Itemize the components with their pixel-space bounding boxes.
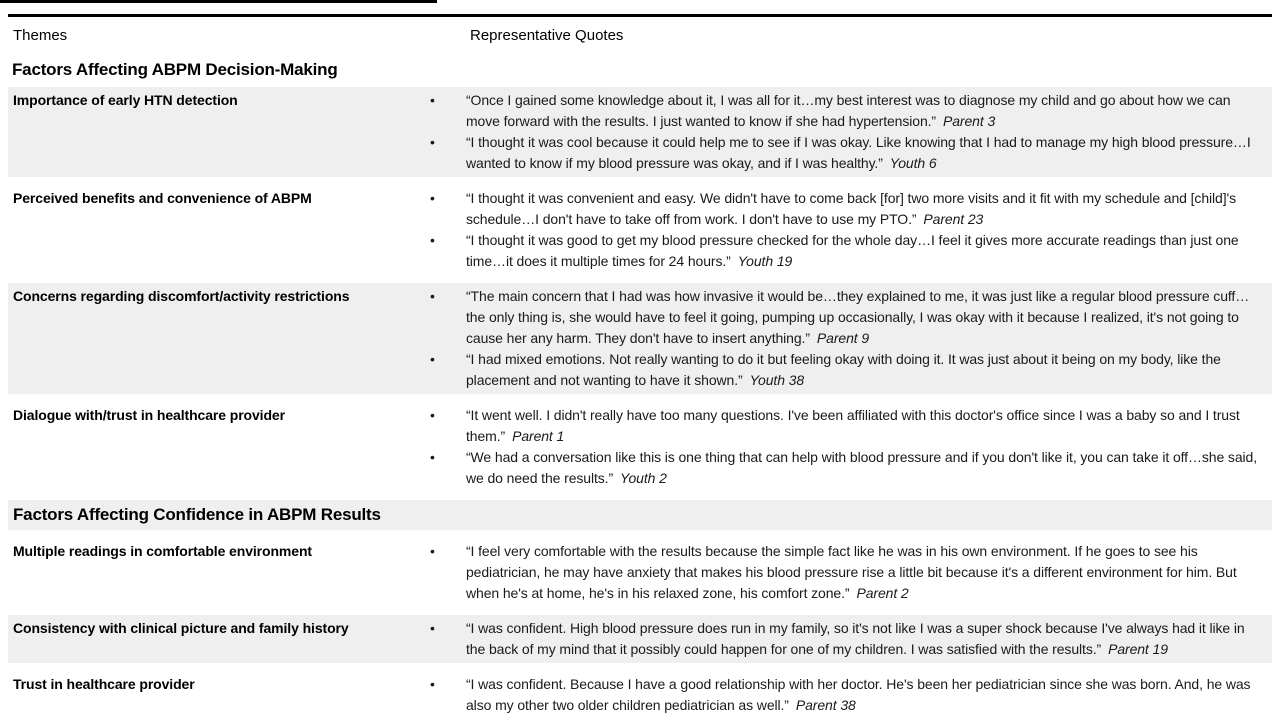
quote-item [430,618,1266,660]
table-header-row [0,17,1280,46]
quotes-cell [430,405,1266,489]
quote-text: “I thought it was cool because it could help me to see if I was okay. Like knowing that I had to manage my high blood pressure…I wanted to know if my blood pressure was okay, and if I was healthy.” [466,134,1251,171]
bullet-icon: • [430,676,435,692]
bullet-icon: • [430,407,435,423]
table-row-concerns-discomfort-activity-restrictions [8,283,1272,394]
theme-label: Trust in healthcare provider [13,676,195,692]
quote-item [430,230,1266,272]
quote-attribution: Parent 3 [943,113,996,129]
quote-text: “The main concern that I had was how invasive it would be…they explained to me, it was just like a regular blood pressure cuff…the only thing is, she would have to feel it going, pumping up occasionally, I was okay with it because I realized, it's not going to cause her any harm. They don't have to insert anything.” [466,288,1250,346]
quote-text: “Once I gained some knowledge about it, I was all for it…my best interest was to diagnose my child and go about how we can move forward with the results. I just wanted to know if she had hypertension.” [466,92,1231,129]
quotes-cell [430,674,1266,716]
bullet-icon: • [430,190,435,206]
quote-text: “I thought it was convenient and easy. We didn't have to come back [for] two more visits and it fit with my schedule and [child]'s schedule…I don't have to take off from work. I don't have to use my PTO.” [466,190,1236,227]
quote-body [466,90,1266,132]
bullet-icon: • [430,543,435,559]
quotes-cell [430,90,1266,174]
column-header-themes: Themes [13,27,68,44]
bullet-icon: • [430,620,435,636]
quote-body [466,349,1266,391]
bullet-icon: • [430,232,435,248]
bullet-icon: • [430,351,435,367]
quote-body [466,674,1266,716]
quote-body [466,618,1266,660]
quotes-cell [430,188,1266,272]
bullet-icon: • [430,92,435,108]
quote-body [466,541,1266,604]
quote-text: “We had a conversation like this is one thing that can help with blood pressure and if you don't like it, you can take it off…she said, we do need the results.” [466,449,1258,486]
bullet-icon: • [430,134,435,150]
quote-body [466,405,1266,447]
quote-attribution: Parent 19 [1108,641,1168,657]
quote-body [466,230,1266,272]
quote-body [466,188,1266,230]
bullet-icon: • [430,449,435,465]
quote-item [430,286,1266,349]
page-top-edge-rule [0,0,437,3]
quote-attribution: Parent 38 [795,697,856,713]
quote-item [430,405,1266,447]
theme-label: Multiple readings in comfortable environment [13,543,312,559]
theme-label: Consistency with clinical picture and family history [13,620,349,636]
quote-attribution: Parent 2 [856,585,909,601]
quote-text: “I feel very comfortable with the results because the simple fact like he was in his own environment. If he goes to see his pediatrician, he may have anxiety that makes his blood pressure rise a little bit because it's a different environment for him. But when he's at home, he's in his relaxed zone, his comfort zone.” [466,543,1237,601]
quotes-cell [430,541,1266,604]
quote-item [430,541,1266,604]
table-row-perceived-benefits-convenience [8,185,1272,275]
quote-text: “I was confident. Because I have a good relationship with her doctor. He's been her pediatrician since she was born. And, he was also my other two older children pediatrician as well.” [466,676,1251,713]
table-row-importance-of-early-htn-detection [8,87,1272,177]
theme-label: Perceived benefits and convenience of ABPM [13,190,312,206]
table-row-dialogue-trust-healthcare-provider [8,402,1272,492]
quote-item [430,674,1266,716]
quote-item [430,132,1266,174]
quote-item [430,188,1266,230]
table-row-consistency-clinical-picture-family-history [8,615,1272,663]
table-row-trust-in-healthcare-provider [8,671,1272,719]
quote-attribution: Youth 38 [749,372,805,388]
paper-table-page [0,14,1280,719]
quote-item [430,447,1266,489]
table-row-multiple-readings-comfortable-environment [8,538,1272,607]
theme-label: Importance of early HTN detection [13,92,238,108]
quote-body [466,447,1266,489]
quote-text: “I had mixed emotions. Not really wanting to do it but feeling okay with doing it. It was just about it being on my body, like the placement and not wanting to have it shown.” [466,351,1221,388]
quotes-cell [430,618,1266,660]
section-title-confidence-in-abpm-results: Factors Affecting Confidence in ABPM Results [8,500,1272,530]
quote-text: “It went well. I didn't really have too many questions. I've been affiliated with this doctor's office since I was a baby so and I trust them.” [466,407,1240,444]
quote-item [430,90,1266,132]
quote-attribution: Parent 23 [923,211,984,227]
quote-attribution: Youth 2 [620,470,667,486]
quote-text: “I was confident. High blood pressure does run in my family, so it's not like I was a super shock because I've always had it like in the back of my mind that it possibly could happen for one of my children. I was satisfied with the results.” [466,620,1245,657]
quote-body [466,286,1266,349]
quote-attribution: Parent 1 [512,428,565,444]
quotes-cell [430,286,1266,391]
quote-attribution: Youth 19 [737,253,793,269]
column-header-representative-quotes: Representative Quotes [470,27,624,44]
quote-attribution: Youth 6 [889,155,937,171]
quote-item [430,349,1266,391]
theme-label: Dialogue with/trust in healthcare provider [13,407,285,423]
quote-attribution: Parent 9 [816,330,870,346]
quote-text: “I thought it was good to get my blood pressure checked for the whole day…I feel it gives more accurate readings than just one time…it does it multiple times for 24 hours.” [466,232,1239,269]
quote-body [466,132,1266,174]
theme-label: Concerns regarding discomfort/activity restrictions [13,288,350,304]
section-title-abpm-decision-making: Factors Affecting ABPM Decision-Making [12,60,338,79]
bullet-icon: • [430,288,435,304]
